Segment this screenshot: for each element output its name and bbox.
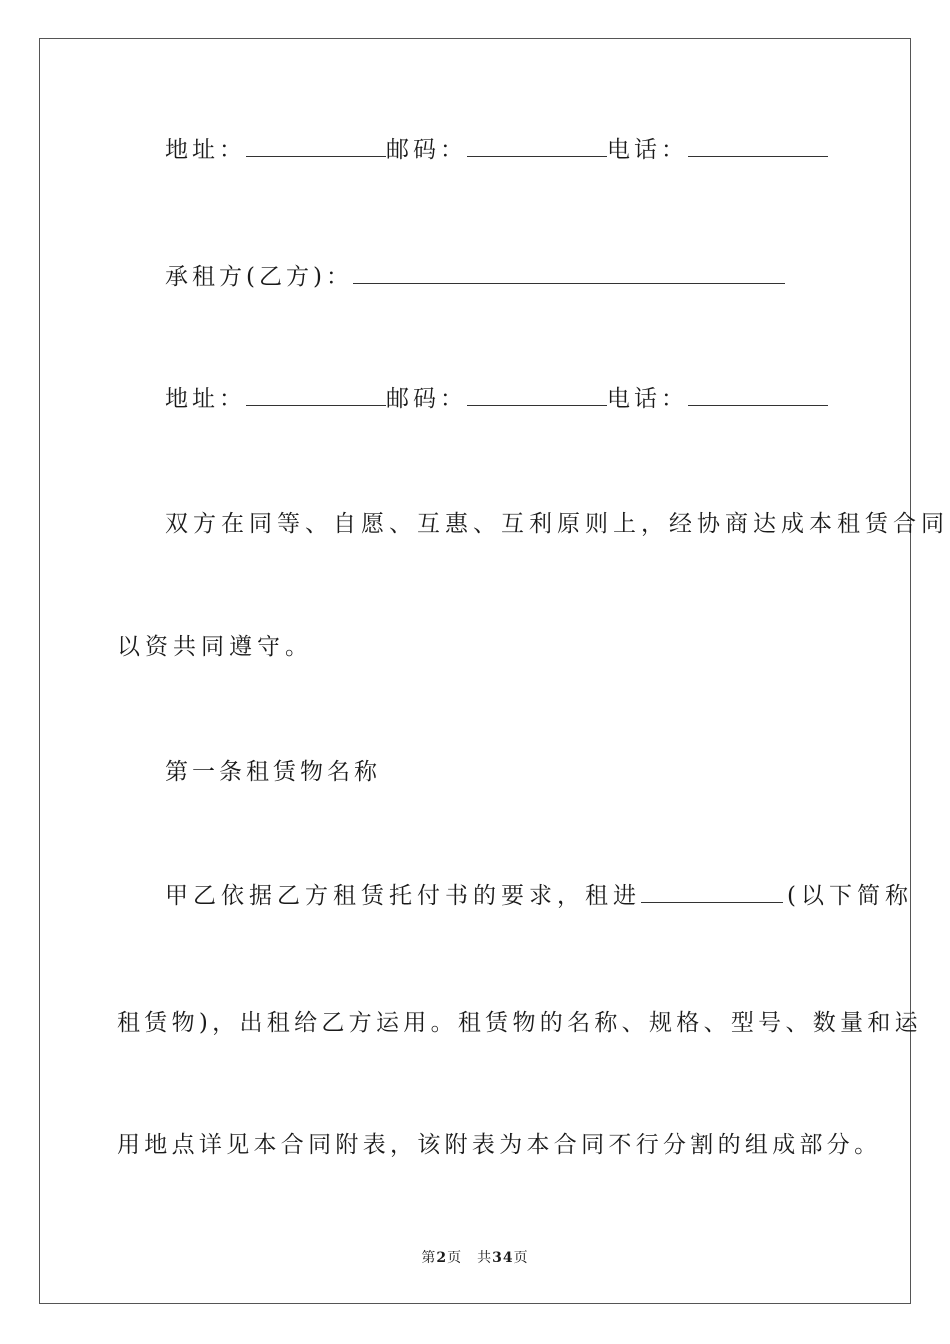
page-total: 34: [492, 1250, 514, 1266]
article-1-line-3: 用地点详见本合同附表，该附表为本合同不行分割的组成部分。: [117, 1132, 882, 1158]
footer-prefix: 第: [421, 1250, 437, 1266]
zip-label: 邮码：: [386, 386, 467, 412]
page-number: 2: [436, 1250, 448, 1266]
phone-blank[interactable]: [688, 385, 828, 406]
address-label: 地址：: [165, 137, 246, 163]
article-1-line-1: [165, 881, 913, 911]
zip-label: 邮码：: [386, 137, 467, 163]
address-label: 地址：: [165, 386, 246, 412]
phone-label: 电话：: [607, 386, 688, 412]
address-blank[interactable]: [246, 136, 386, 157]
intro-line-1: 双方在同等、自愿、互惠、互利原则上，经协商达成本租赁合同: [165, 511, 949, 537]
zip-blank[interactable]: [467, 385, 607, 406]
page-border: [39, 38, 911, 1304]
article-1-line-1-text: 甲乙依据乙方租赁托付书的要求，租进: [165, 883, 641, 909]
footer-mid: 页 共: [447, 1250, 493, 1266]
lessee-row: [165, 262, 785, 292]
phone-label: 电话：: [607, 137, 688, 163]
lessee-label: 承租方(乙方)：: [165, 264, 353, 290]
leased-item-blank[interactable]: [641, 882, 783, 903]
address-blank[interactable]: [246, 385, 386, 406]
article-1-line-2: 租赁物)，出租给乙方运用。租赁物的名称、规格、型号、数量和运: [117, 1010, 922, 1036]
page-footer: [0, 1247, 950, 1267]
article-1-title: 第一条租赁物名称: [165, 759, 381, 785]
article-1-line-1-tail: (以下简称: [787, 883, 913, 909]
footer-suffix: 页: [513, 1250, 529, 1266]
lessee-blank[interactable]: [353, 263, 785, 284]
lessor-contact-row: [165, 135, 828, 165]
intro-line-2: 以资共同遵守。: [117, 634, 313, 660]
lessee-contact-row: [165, 384, 828, 414]
phone-blank[interactable]: [688, 136, 828, 157]
zip-blank[interactable]: [467, 136, 607, 157]
